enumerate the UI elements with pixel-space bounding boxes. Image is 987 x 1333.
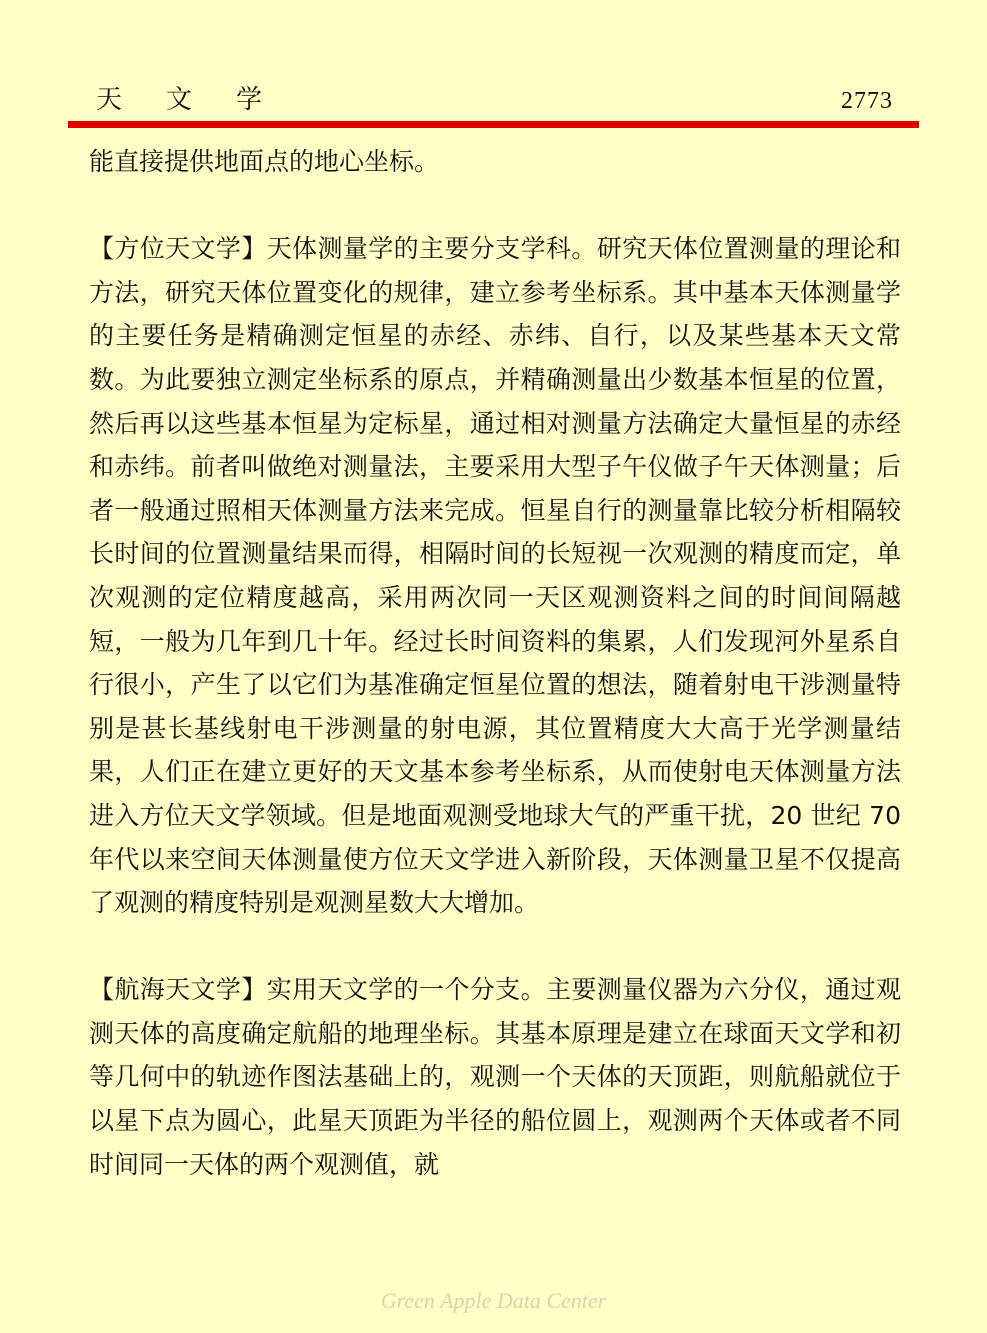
running-header (68, 82, 919, 122)
paragraph-continuation: 能直接提供地面点的地心坐标。 (89, 147, 440, 176)
watermark: Green Apple Data Center (380, 1288, 607, 1313)
body-text (89, 140, 901, 1186)
page-number: 2773 (841, 88, 893, 114)
paragraph-gap (89, 184, 901, 228)
entry-positional-astronomy: 【方位天文学】天体测量学的主要分支学科。研究天体位置测量的理论和方法，研究天体位置变化的规律，建立参考坐标系。其中基本天体测量学的主要任务是精确测定恒星的赤经、赤纬、自行，以及某些基本天文常数。为此要独立测定坐标系的原点，并精确测量出少数基本恒星的位置，然后再以这些基本恒星为定标星，通过相对测量方法确定大量恒星的赤经和赤纬。前者叫做绝对测量法，主要采用大型子午仪做子午天体测量；后者一般通过照相天体测量方法来完成。恒星自行的测量靠比较分析相隔较长时间的位置测量结果而得，相隔时间的长短视一次观测的精度而定，单次观测的定位精度越高，采用两次同一天区观测资料之间的时间间隔越短，一般为几年到几十年。经过长时间资料的集累，人们发现河外星系自行很小，产生了以它们为基准确定恒星位置的想法，随着射电干涉测量特别是甚长基线射电干涉测量的射电源，其位置精度大大高于光学测量结果，人们正在建立更好的天文基本参考坐标系，从而使射电天体测量方法进入方位天文学领域。但是地面观测受地球大气的严重干扰，20 世纪 70 年代以来空间天体测量使方位天文学进入新阶段，天体测量卫星不仅提高了观测的精度特别是观测星数大大增加。 (89, 234, 901, 918)
section-title: 天文学 (96, 85, 307, 115)
entry-nautical-astronomy: 【航海天文学】实用天文学的一个分支。主要测量仪器为六分仪，通过观测天体的高度确定航船的地理坐标。其基本原理是建立在球面天文学和初等几何中的轨迹作图法基础上的，观测一个天体的天顶距，则航船就位于以星下点为圆心，此星天顶距为半径的船位圆上，观测两个天体或者不同时间同一天体的两个观测值，就 (89, 975, 901, 1179)
paragraph-gap (89, 925, 901, 969)
header-rule (68, 121, 919, 128)
